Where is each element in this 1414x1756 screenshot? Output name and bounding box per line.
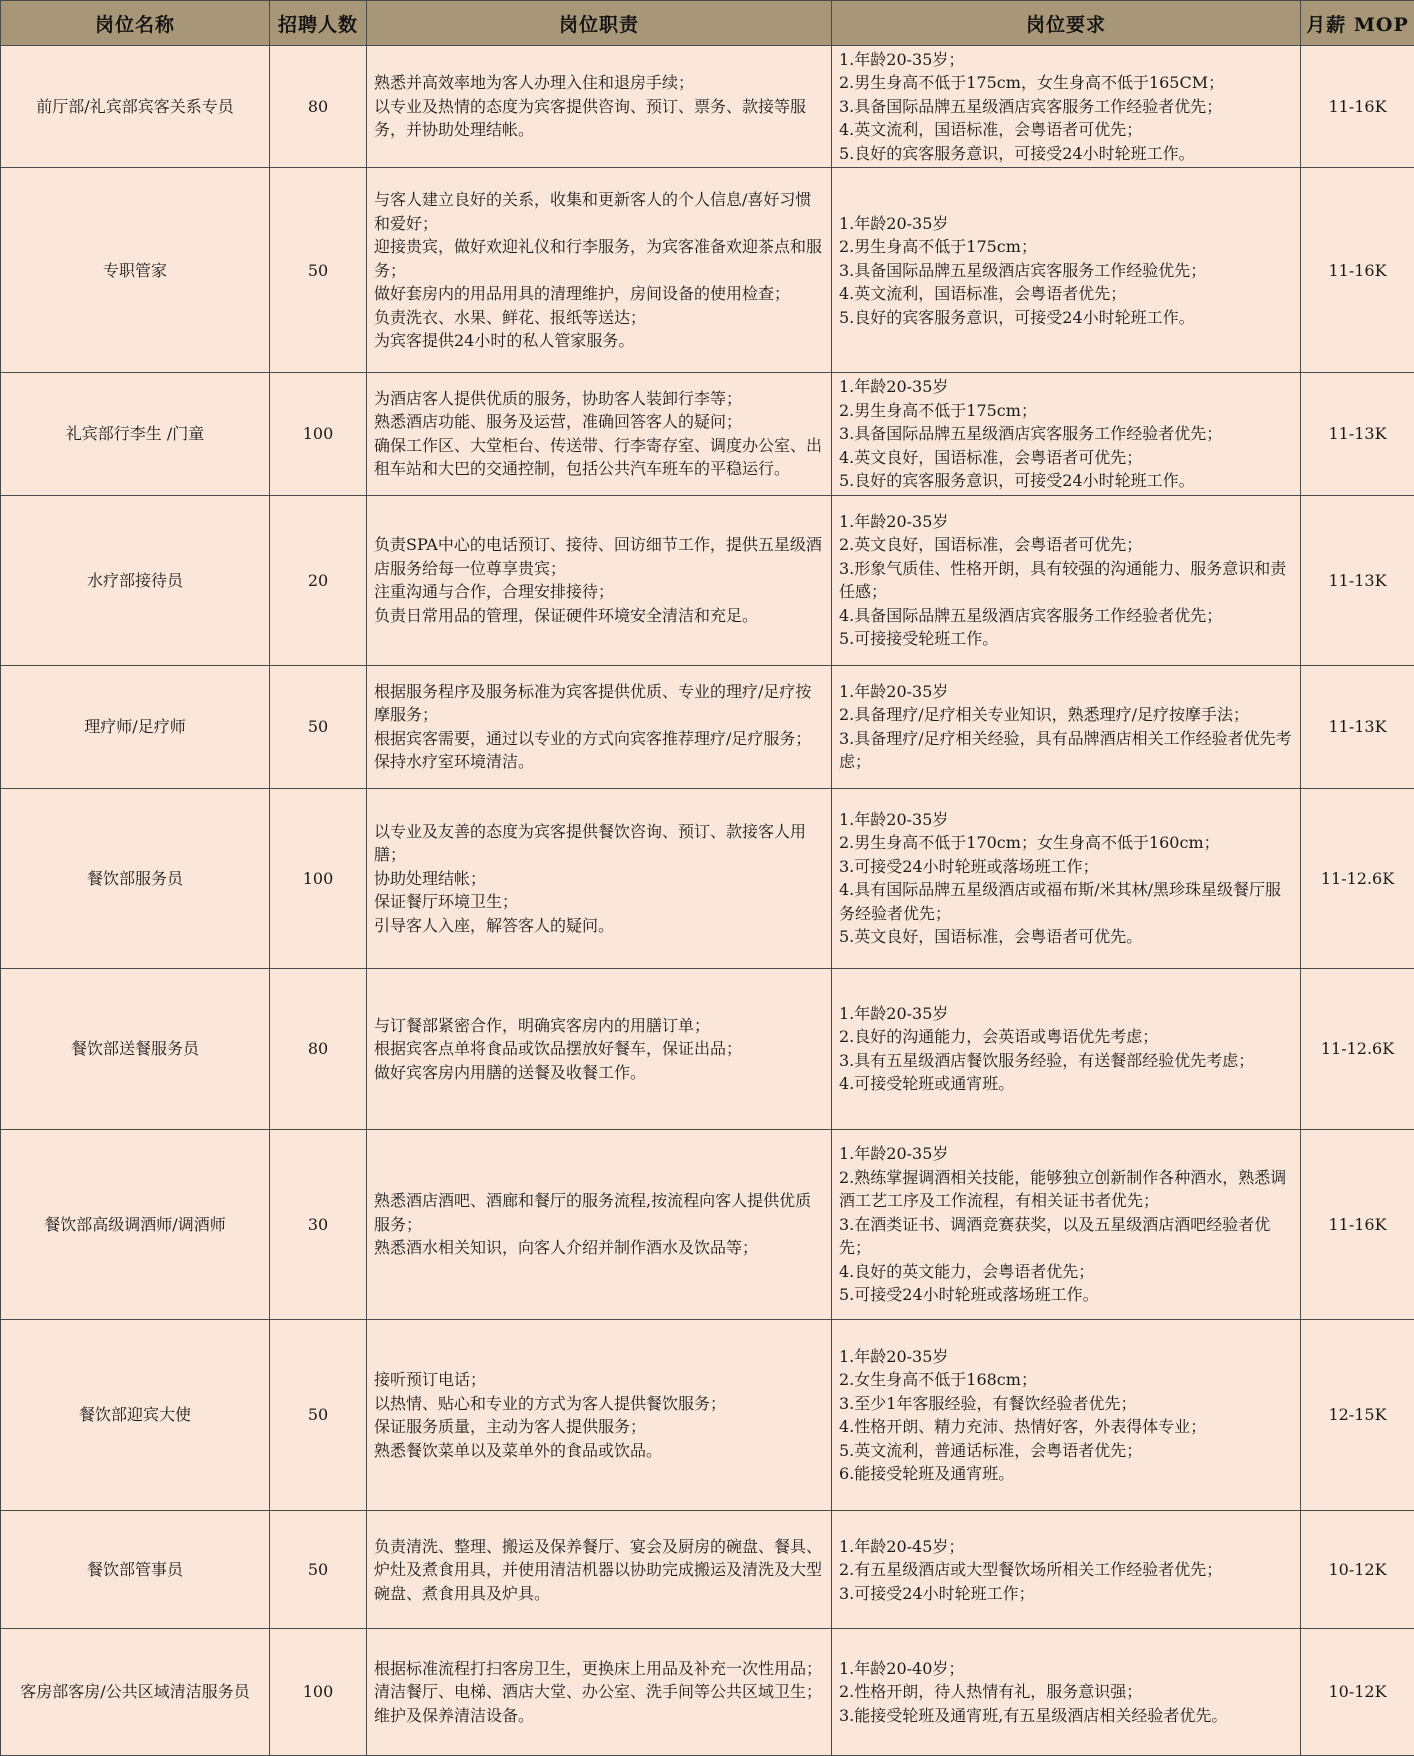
requirements-cell bbox=[832, 1629, 1301, 1756]
position-name-cell: 前厅部/礼宾部宾客关系专员 bbox=[1, 46, 270, 168]
requirement-line: 2.熟练掌握调酒相关技能，能够独立创新制作各种酒水，熟悉调酒工艺工序及工作流程，有相关证书者优先； bbox=[839, 1167, 1287, 1211]
requirement-line: 3.具备国际品牌五星级酒店宾客服务工作经验优先； bbox=[839, 260, 1207, 280]
headcount-cell: 80 bbox=[270, 46, 367, 168]
duties-cell bbox=[367, 373, 832, 495]
requirement-line: 2.英文良好，国语标准，会粤语者可优先； bbox=[839, 535, 1143, 555]
duty-line: 熟悉餐饮菜单以及菜单外的食品或饮品。 bbox=[374, 1440, 663, 1460]
duty-line: 保证餐厅环境卫生； bbox=[374, 892, 519, 912]
requirement-line: 4.性格开朗、精力充沛、热情好客，外表得体专业； bbox=[839, 1417, 1207, 1437]
requirement-line: 3.具有五星级酒店餐饮服务经验，有送餐部经验优先考虑； bbox=[839, 1050, 1255, 1070]
table-row bbox=[1, 373, 1414, 495]
requirement-line: 4.英文良好，国语标准，会粤语者可优先； bbox=[839, 447, 1143, 467]
requirement-line: 5.可接受24小时轮班或落场班工作。 bbox=[839, 1285, 1099, 1305]
requirement-line: 2.男生身高不低于175cm； bbox=[839, 237, 1037, 257]
requirements-cell bbox=[832, 495, 1301, 666]
salary-cell: 11-13K bbox=[1301, 495, 1414, 666]
salary-cell: 11-13K bbox=[1301, 373, 1414, 495]
table-row bbox=[1, 1629, 1414, 1756]
requirement-line: 4.英文流利，国语标准，会粤语者可优先； bbox=[839, 120, 1143, 140]
requirement-line: 3.在酒类证书、调酒竞赛获奖，以及五星级酒店酒吧经验者优先； bbox=[839, 1214, 1271, 1258]
requirement-line: 2.良好的沟通能力，会英语或粤语优先考虑； bbox=[839, 1027, 1159, 1047]
requirements-cell bbox=[832, 168, 1301, 373]
headcount-cell: 20 bbox=[270, 495, 367, 666]
requirement-line: 2.男生身高不低于175cm； bbox=[839, 400, 1037, 420]
position-name-cell: 水疗部接待员 bbox=[1, 495, 270, 666]
requirement-line: 4.英文流利，国语标准，会粤语者优先； bbox=[839, 284, 1127, 304]
requirement-line: 1.年龄20-45岁； bbox=[839, 1536, 965, 1556]
requirement-line: 2.男生身高不低于170cm；女生身高不低于160cm； bbox=[839, 833, 1220, 853]
headcount-cell: 50 bbox=[270, 666, 367, 788]
duties-cell bbox=[367, 46, 832, 168]
requirement-line: 4.可接受轮班或通宵班。 bbox=[839, 1074, 1015, 1094]
duty-line: 接听预订电话； bbox=[374, 1370, 487, 1390]
duty-line: 熟悉酒水相关知识，向客人介绍并制作酒水及饮品等； bbox=[374, 1238, 759, 1258]
duties-cell bbox=[367, 666, 832, 788]
duties-cell bbox=[367, 495, 832, 666]
requirements-cell bbox=[832, 46, 1301, 168]
duty-line: 根据宾客需要，通过以专业的方式向宾客推荐理疗/足疗服务； bbox=[374, 728, 812, 748]
requirement-line: 3.能接受轮班及通宵班,有五星级酒店相关经验者优先。 bbox=[839, 1705, 1228, 1725]
header-position-name: 岗位名称 bbox=[1, 1, 270, 46]
headcount-cell: 100 bbox=[270, 1629, 367, 1756]
requirement-line: 5.英文流利，普通话标准，会粤语者优先； bbox=[839, 1440, 1143, 1460]
position-name-cell: 餐饮部送餐服务员 bbox=[1, 969, 270, 1130]
requirement-line: 3.具备理疗/足疗相关经验，具有品牌酒店相关工作经验者优先考虑； bbox=[839, 728, 1292, 772]
requirement-line: 1.年龄20-35岁 bbox=[839, 511, 949, 531]
position-name-cell: 礼宾部行李生 /门童 bbox=[1, 373, 270, 495]
requirement-line: 5.英文良好，国语标准，会粤语者可优先。 bbox=[839, 927, 1143, 947]
requirement-line: 2.有五星级酒店或大型餐饮场所相关工作经验者优先； bbox=[839, 1560, 1223, 1580]
duties-cell bbox=[367, 1511, 832, 1629]
requirements-cell bbox=[832, 788, 1301, 969]
duty-line: 与订餐部紧密合作，明确宾客房内的用膳订单； bbox=[374, 1015, 711, 1035]
table-row bbox=[1, 1320, 1414, 1511]
requirement-line: 4.良好的英文能力，会粤语者优先； bbox=[839, 1261, 1095, 1281]
table-row bbox=[1, 46, 1414, 168]
table-row bbox=[1, 168, 1414, 373]
salary-cell: 11-16K bbox=[1301, 46, 1414, 168]
duty-line: 确保工作区、大堂柜台、传送带、行李寄存室、调度办公室、出租车站和大巴的交通控制，包括公共汽车班车的平稳运行。 bbox=[374, 435, 823, 479]
duties-cell bbox=[367, 168, 832, 373]
header-headcount: 招聘人数 bbox=[270, 1, 367, 46]
requirement-line: 3.形象气质佳、性格开朗，具有较强的沟通能力、服务意识和责任感； bbox=[839, 558, 1287, 602]
header-salary: 月薪 MOP bbox=[1301, 1, 1414, 46]
duty-line: 为宾客提供24小时的私人管家服务。 bbox=[374, 331, 635, 351]
duty-line: 根据标准流程打扫客房卫生，更换床上用品及补充一次性用品； bbox=[374, 1658, 823, 1678]
salary-cell: 11-13K bbox=[1301, 666, 1414, 788]
duty-line: 保证服务质量，主动为客人提供服务； bbox=[374, 1417, 647, 1437]
requirement-line: 1.年龄20-35岁； bbox=[839, 49, 965, 69]
requirement-line: 1.年龄20-35岁 bbox=[839, 681, 949, 701]
position-name-cell: 餐饮部迎宾大使 bbox=[1, 1320, 270, 1511]
salary-cell: 12-15K bbox=[1301, 1320, 1414, 1511]
salary-cell: 11-12.6K bbox=[1301, 788, 1414, 969]
requirement-line: 2.性格开朗，待人热情有礼，服务意识强； bbox=[839, 1682, 1143, 1702]
requirements-cell bbox=[832, 969, 1301, 1130]
duty-line: 以专业及热情的态度为宾客提供咨询、预订、票务、款接等服务，并协助处理结帐。 bbox=[374, 96, 807, 140]
position-name-cell: 餐饮部高级调酒师/调酒师 bbox=[1, 1129, 270, 1320]
requirement-line: 2.女生身高不低于168cm； bbox=[839, 1370, 1037, 1390]
duty-line: 保持水疗室环境清洁。 bbox=[374, 752, 535, 772]
duty-line: 以热情、贴心和专业的方式为客人提供餐饮服务； bbox=[374, 1393, 727, 1413]
salary-cell: 11-16K bbox=[1301, 1129, 1414, 1320]
duty-line: 熟悉并高效率地为客人办理入住和退房手续； bbox=[374, 73, 695, 93]
position-name-cell: 餐饮部服务员 bbox=[1, 788, 270, 969]
duties-cell bbox=[367, 1320, 832, 1511]
requirement-line: 5.良好的宾客服务意识，可接受24小时轮班工作。 bbox=[839, 143, 1195, 163]
requirement-line: 2.男生身高不低于175cm，女生身高不低于165CM； bbox=[839, 73, 1225, 93]
duties-cell bbox=[367, 969, 832, 1130]
position-name-cell: 专职管家 bbox=[1, 168, 270, 373]
duty-line: 根据宾客点单将食品或饮品摆放好餐车，保证出品； bbox=[374, 1039, 743, 1059]
duty-line: 负责清洗、整理、搬运及保养餐厅、宴会及厨房的碗盘、餐具、炉灶及煮食用具，并使用清洁机器以协助完成搬运及清洗及大型碗盘、煮食用具及炉具。 bbox=[374, 1536, 823, 1603]
requirements-cell bbox=[832, 1511, 1301, 1629]
position-name-cell: 理疗师/足疗师 bbox=[1, 666, 270, 788]
duty-line: 负责洗衣、水果、鲜花、报纸等送达； bbox=[374, 307, 647, 327]
headcount-cell: 30 bbox=[270, 1129, 367, 1320]
duty-line: 注重沟通与合作，合理安排接待； bbox=[374, 582, 615, 602]
duty-line: 做好套房内的用品用具的清理维护，房间设备的使用检查； bbox=[374, 284, 791, 304]
duties-cell bbox=[367, 1629, 832, 1756]
table-row bbox=[1, 666, 1414, 788]
requirements-cell bbox=[832, 373, 1301, 495]
duty-line: 为酒店客人提供优质的服务，协助客人装卸行李等； bbox=[374, 388, 743, 408]
duty-line: 负责日常用品的管理，保证硬件环境安全清洁和充足。 bbox=[374, 605, 759, 625]
requirement-line: 2.具备理疗/足疗相关专业知识，熟悉理疗/足疗按摩手法； bbox=[839, 705, 1250, 725]
requirement-line: 5.良好的宾客服务意识，可接受24小时轮班工作。 bbox=[839, 307, 1195, 327]
requirement-line: 3.至少1年客服经验，有餐饮经验者优先； bbox=[839, 1393, 1137, 1413]
duty-line: 熟悉酒店酒吧、酒廊和餐厅的服务流程,按流程向客人提供优质服务； bbox=[374, 1191, 812, 1234]
requirement-line: 1.年龄20-40岁； bbox=[839, 1658, 965, 1678]
requirement-line: 1.年龄20-35岁 bbox=[839, 1346, 949, 1366]
requirement-line: 6.能接受轮班及通宵班。 bbox=[839, 1464, 1015, 1484]
table-row bbox=[1, 1129, 1414, 1320]
requirement-line: 4.具备国际品牌五星级酒店宾客服务工作经验者优先； bbox=[839, 605, 1223, 625]
duties-cell bbox=[367, 788, 832, 969]
headcount-cell: 50 bbox=[270, 1320, 367, 1511]
duty-line: 做好宾客房内用膳的送餐及收餐工作。 bbox=[374, 1062, 647, 1082]
requirements-cell bbox=[832, 1129, 1301, 1320]
requirements-cell bbox=[832, 1320, 1301, 1511]
requirement-line: 1.年龄20-35岁 bbox=[839, 377, 949, 397]
duty-line: 迎接贵宾，做好欢迎礼仪和行李服务，为宾客准备欢迎茶点和服务； bbox=[374, 237, 823, 280]
requirement-line: 1.年龄20-35岁 bbox=[839, 809, 949, 829]
table-row bbox=[1, 969, 1414, 1130]
duty-line: 引导客人入座，解答客人的疑问。 bbox=[374, 915, 615, 935]
duty-line: 负责SPA中心的电话预订、接待、回访细节工作，提供五星级酒店服务给每一位尊享贵宾； bbox=[374, 535, 822, 578]
requirement-line: 1.年龄20-35岁 bbox=[839, 1003, 949, 1023]
table-row bbox=[1, 1511, 1414, 1629]
table-row bbox=[1, 495, 1414, 666]
salary-cell: 10-12K bbox=[1301, 1629, 1414, 1756]
requirement-line: 3.可接受24小时轮班或落场班工作； bbox=[839, 856, 1099, 876]
duty-line: 清洁餐厅、电梯、酒店大堂、办公室、洗手间等公共区域卫生； bbox=[374, 1682, 823, 1702]
headcount-cell: 80 bbox=[270, 969, 367, 1130]
duty-line: 根据服务程序及服务标准为宾客提供优质、专业的理疗/足疗按摩服务； bbox=[374, 681, 812, 725]
headcount-cell: 50 bbox=[270, 1511, 367, 1629]
requirement-line: 1.年龄20-35岁 bbox=[839, 213, 949, 233]
headcount-cell: 50 bbox=[270, 168, 367, 373]
headcount-cell: 100 bbox=[270, 788, 367, 969]
requirement-line: 5.可接接受轮班工作。 bbox=[839, 629, 999, 649]
requirement-line: 4.具有国际品牌五星级酒店或福布斯/米其林/黑珍珠星级餐厅服务经验者优先； bbox=[839, 880, 1282, 923]
salary-cell: 10-12K bbox=[1301, 1511, 1414, 1629]
requirement-line: 3.具备国际品牌五星级酒店宾客服务工作经验者优先； bbox=[839, 96, 1223, 116]
duties-cell bbox=[367, 1129, 832, 1320]
requirement-line: 5.良好的宾客服务意识，可接受24小时轮班工作。 bbox=[839, 471, 1195, 491]
requirement-line: 3.具备国际品牌五星级酒店宾客服务工作经验者优先； bbox=[839, 424, 1223, 444]
requirement-line: 1.年龄20-35岁 bbox=[839, 1144, 949, 1164]
salary-cell: 11-16K bbox=[1301, 168, 1414, 373]
table-row bbox=[1, 788, 1414, 969]
salary-cell: 11-12.6K bbox=[1301, 969, 1414, 1130]
duty-line: 熟悉酒店功能、服务及运营，准确回答客人的疑问； bbox=[374, 412, 743, 432]
duty-line: 维护及保养清洁设备。 bbox=[374, 1705, 535, 1725]
headcount-cell: 100 bbox=[270, 373, 367, 495]
position-name-cell: 餐饮部管事员 bbox=[1, 1511, 270, 1629]
requirement-line: 3.可接受24小时轮班工作； bbox=[839, 1583, 1035, 1603]
duty-line: 协助处理结帐； bbox=[374, 868, 487, 888]
requirements-cell bbox=[832, 666, 1301, 788]
duty-line: 以专业及友善的态度为宾客提供餐饮咨询、预订、款接客人用膳； bbox=[374, 821, 807, 865]
header-duties: 岗位职责 bbox=[367, 1, 832, 46]
position-name-cell: 客房部客房/公共区域清洁服务员 bbox=[1, 1629, 270, 1756]
header-row bbox=[1, 1, 1414, 46]
duty-line: 与客人建立良好的关系，收集和更新客人的个人信息/喜好习惯和爱好； bbox=[374, 190, 812, 233]
header-requirements: 岗位要求 bbox=[832, 1, 1301, 46]
